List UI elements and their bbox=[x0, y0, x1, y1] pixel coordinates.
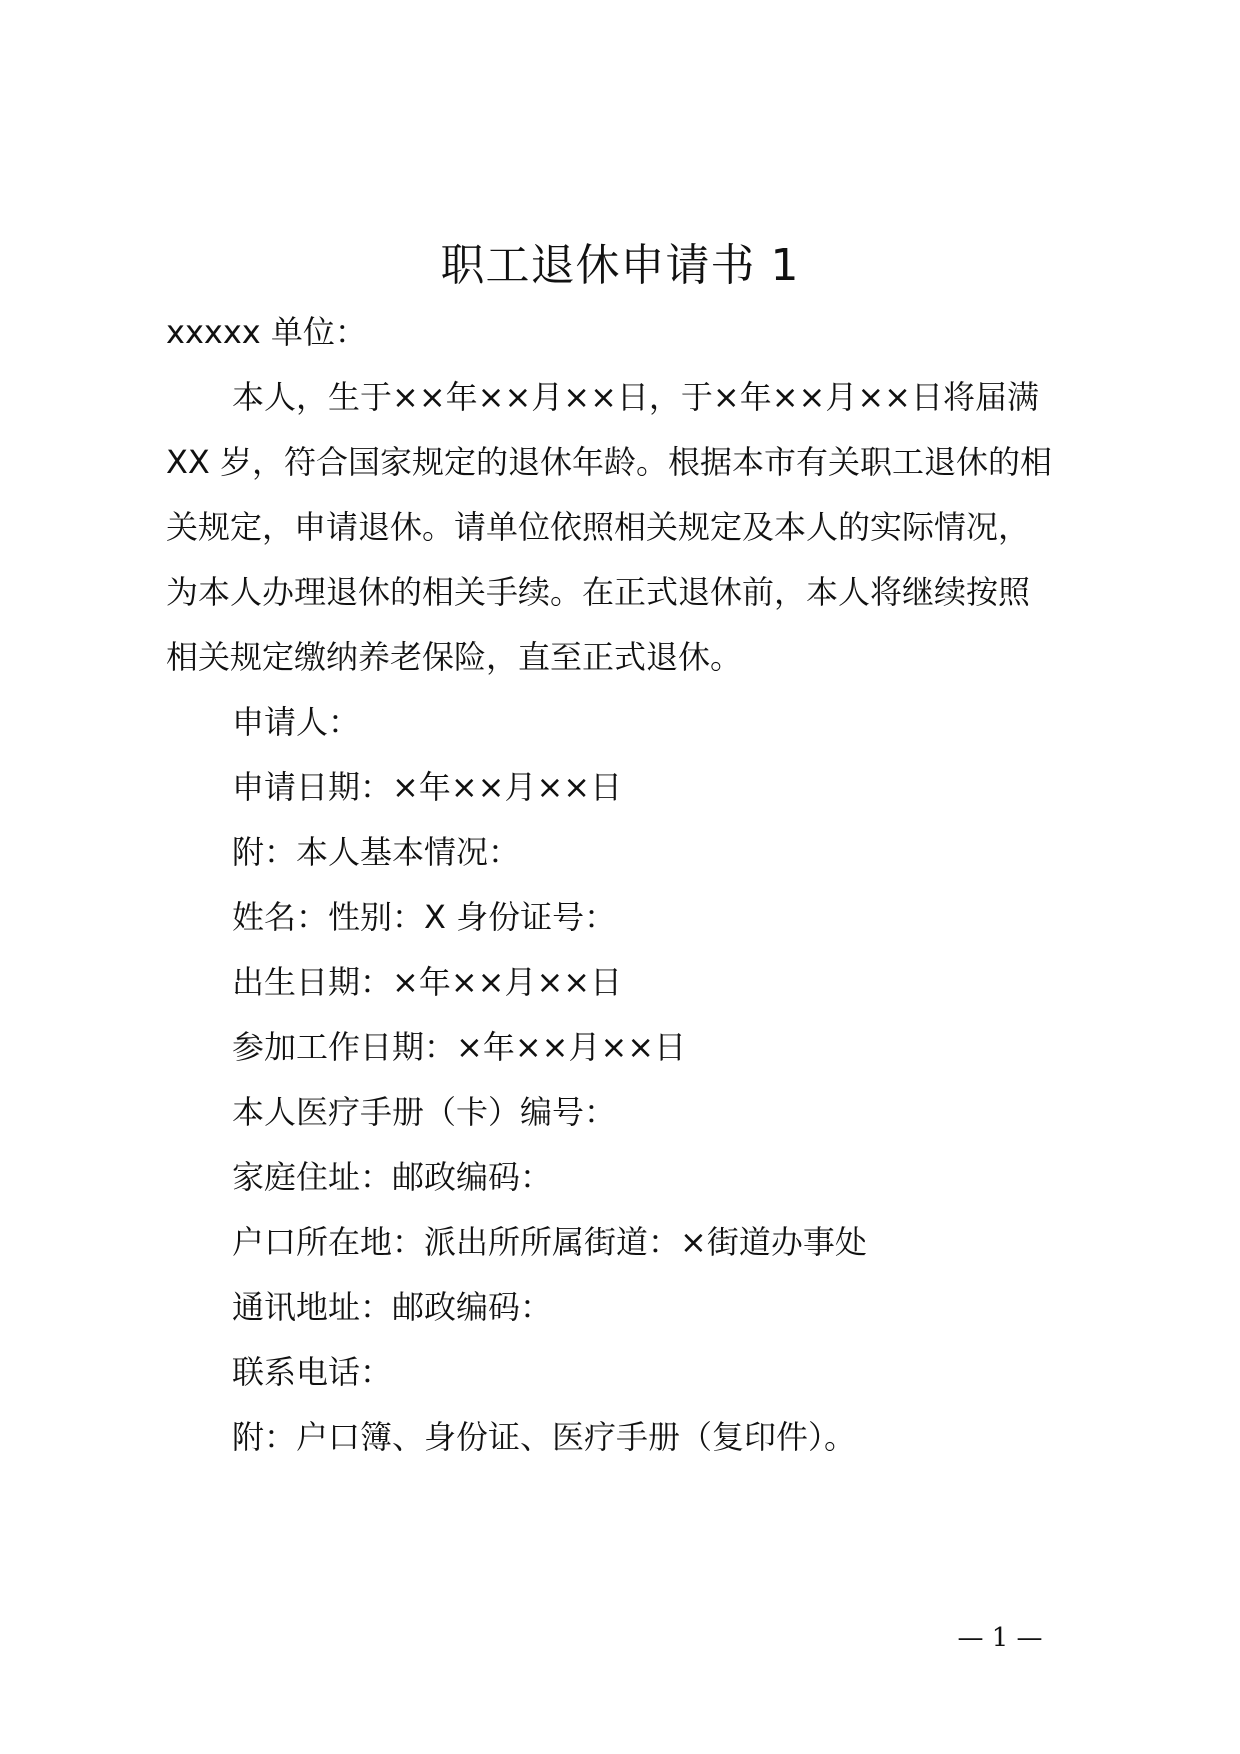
salutation: xxxxx 单位： bbox=[166, 313, 367, 351]
home-address-line: 家庭住址：邮政编码： bbox=[232, 1158, 553, 1196]
household-registration-line: 户口所在地：派出所所属街道：×街道办事处 bbox=[232, 1223, 867, 1261]
paragraph-line: 本人，生于××年××月××日，于×年××月××日将届满 bbox=[232, 378, 1039, 416]
paragraph-line: XX 岁，符合国家规定的退休年龄。根据本市有关职工退休的相 bbox=[166, 443, 1053, 481]
page-number: — 1 — bbox=[957, 1623, 1043, 1653]
paragraph-line: 关规定，申请退休。请单位依照相关规定及本人的实际情况， bbox=[166, 508, 1031, 546]
phone-line: 联系电话： bbox=[232, 1353, 393, 1391]
attachments-line: 附：户口簿、身份证、医疗手册（复印件）。 bbox=[232, 1418, 857, 1456]
paragraph-line: 相关规定缴纳养老保险，直至正式退休。 bbox=[166, 638, 743, 676]
mailing-address-line: 通讯地址：邮政编码： bbox=[232, 1288, 553, 1326]
apply-date-line: 申请日期：×年××月××日 bbox=[232, 768, 623, 806]
paragraph-line: 为本人办理退休的相关手续。在正式退休前，本人将继续按照 bbox=[166, 573, 1031, 611]
document-title: 职工退休申请书 1 bbox=[440, 240, 800, 291]
birth-date-line: 出生日期：×年××月××日 bbox=[232, 963, 623, 1001]
work-start-date-line: 参加工作日期：×年××月××日 bbox=[232, 1028, 687, 1066]
applicant-line: 申请人： bbox=[232, 703, 361, 741]
medical-card-line: 本人医疗手册（卡）编号： bbox=[232, 1093, 617, 1131]
request-paragraph bbox=[166, 365, 1100, 690]
document-body bbox=[166, 300, 1100, 1470]
attachment-intro-line: 附：本人基本情况： bbox=[232, 833, 521, 871]
name-gender-id-line: 姓名：性别：X 身份证号： bbox=[232, 898, 617, 936]
